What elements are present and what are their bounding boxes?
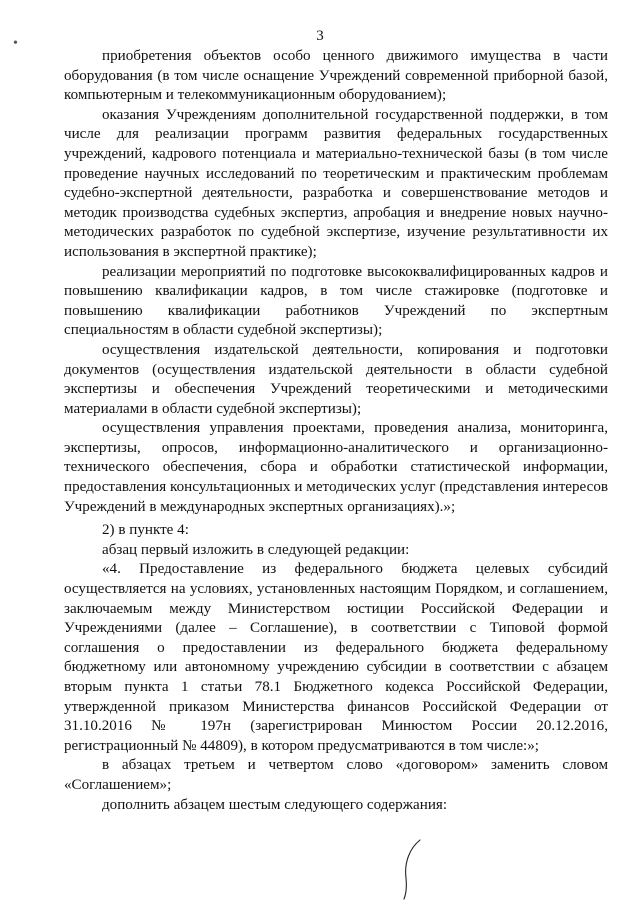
paragraph-replace-word: в абзацах третьем и четвертом слово «договором» заменить словом «Соглашением»;	[64, 757, 608, 793]
handwritten-mark	[396, 838, 426, 900]
paragraph-item-2: 2) в пункте 4:	[102, 522, 189, 539]
paragraph-point-4: «4. Предоставление из федерального бюджета целевых субсидий осуществляется на условиях, установленных настоящим Порядком, и соглашением, заключаемым между Министерством юстиции Российской Федерации и Учреждениями (далее – Соглашение), в соответствии с Типовой формой соглашения о предоставлении из федерального бюджета федеральному бюджетному или автономному учреждению субсидии в соответствии с абзацем вторым пункта 1 статьи 78.1 Бюджетного кодекса Российской Федерации, утвержденной приказом Министерства финансов Российской Федерации от 31.10.2016 № 197н (зарегистрирован Минюстом России 20.12.2016, регистрационный № 44809), в котором предусматриваются в том числе:»;	[64, 561, 608, 754]
paragraph-first-abzac: абзац первый изложить в следующей редакции:	[102, 541, 410, 558]
margin-mark: •	[13, 36, 18, 51]
paragraph-equipment: приобретения объектов особо ценного движимого имущества в части оборудования (в том числе оснащение Учреждений современной приборной базой, компьютерным и телекоммуникационным оборудованием);	[64, 48, 608, 104]
paragraph-add-sixth: дополнить абзацем шестым следующего содержания:	[102, 796, 448, 813]
document-body	[64, 47, 608, 815]
page-number: 3	[316, 28, 324, 44]
paragraph-state-support: оказания Учреждениям дополнительной государственной поддержки, в том числе для реализации программ развития федеральных государственных учреждений, кадрового потенциала и материально-технической базы (в том числе проведение научных исследований по теоретическим и практическим проблемам судебно-экспертной деятельности, разработка и совершенствование методов и методик производства судебных экспертиз, апробация и внедрение новых научно-методических разработок по судебной экспертизе, изучение результативности их использования в экспертной практике);	[64, 106, 608, 260]
paragraph-training: реализации мероприятий по подготовке высококвалифицированных кадров и повышению квалификации кадров, в том числе стажировке (подготовке и повышению квалификации работников Учреждений по экспертным специальностям в области судебной экспертизы);	[64, 263, 608, 339]
paragraph-publishing: осуществления издательской деятельности, копирования и подготовки документов (осуществления издательской деятельности в области судебной экспертизы и обеспечения Учреждений теоретическими и методическими материалами в области судебной экспертизы);	[64, 341, 608, 417]
paragraph-project-management: осуществления управления проектами, проведения анализа, мониторинга, экспертизы, опросов, информационно-аналитического и организационно-технического обеспечения, сбора и обработки статистической информации, предоставления консультационных и методических услуг (представления интересов Учреждений в международных экспертных организациях).»;	[64, 420, 608, 515]
